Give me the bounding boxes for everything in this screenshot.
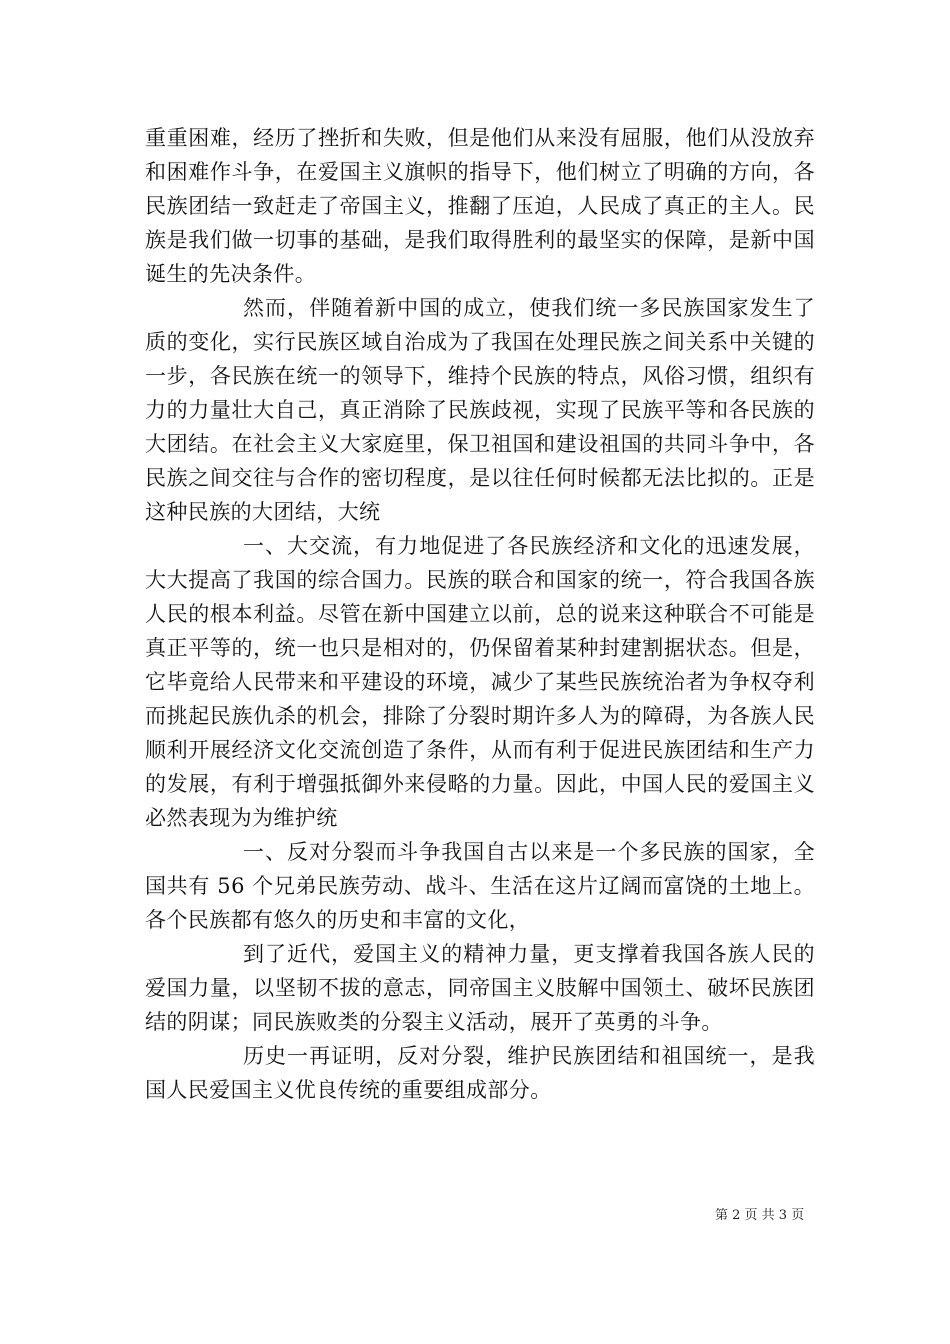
paragraph: 到了近代，爱国主义的精神力量，更支撑着我国各族人民的爱国力量，以坚韧不拔的意志，同帝国主义肢解中国领土、破坏民族团结的阴谋；同民族败类的分裂主义活动，展开了英勇的斗争。 (145, 942, 815, 1034)
paragraph-continued: 重重困难，经历了挫折和失败，但是他们从来没有屈服，他们从没放弃和困难作斗争，在爱国主义旗帜的指导下，他们树立了明确的方向，各民族团结一致赶走了帝国主义，推翻了压迫，人民成了真正的主人。民族是我们做一切事的基础，是我们取得胜利的最坚实的保障，是新中国诞生的先决条件。 (145, 126, 815, 286)
paragraph: 然而，伴随着新中国的成立，使我们统一多民族国家发生了质的变化，实行民族区域自治成为了我国在处理民族之间关系中关键的一步，各民族在统一的领导下，维持个民族的特点，风俗习惯，组织有力的力量壮大自己，真正消除了民族歧视，实现了民族平等和各民族的大团结。在社会主义大家庭里，保卫祖国和建设祖国的共同斗争中，各民族之间交往与合作的密切程度，是以往任何时候都无法比拟的。正是这种民族的大团结，大统 (145, 296, 815, 524)
paragraph: 一、反对分裂而斗争我国自古以来是一个多民族的国家，全国共有 56 个兄弟民族劳动、战斗、生活在这片辽阔而富饶的土地上。各个民族都有悠久的历史和丰富的文化， (145, 840, 815, 932)
paragraph: 一、大交流，有力地促进了各民族经济和文化的迅速发展，大大提高了我国的综合国力。民族的联合和国家的统一，符合我国各族人民的根本利益。尽管在新中国建立以前，总的说来这种联合不可能是真正平等的，统一也只是相对的，仍保留着某种封建割据状态。但是，它毕竟给人民带来和平建设的环境，减少了某些民族统治者为争权夺利而挑起民族仇杀的机会，排除了分裂时期许多人为的障碍，为各族人民顺利开展经济文化交流创造了条件，从而有利于促进民族团结和生产力的发展，有利于增强抵御外来侵略的力量。因此，中国人民的爱国主义必然表现为为维护统 (145, 534, 815, 830)
page-number-footer: 第 2 页 共 3 页 (715, 1208, 805, 1223)
paragraph: 历史一再证明，反对分裂，维护民族团结和祖国统一，是我国人民爱国主义优良传统的重要组成部分。 (145, 1044, 815, 1102)
document-body (145, 121, 815, 1107)
